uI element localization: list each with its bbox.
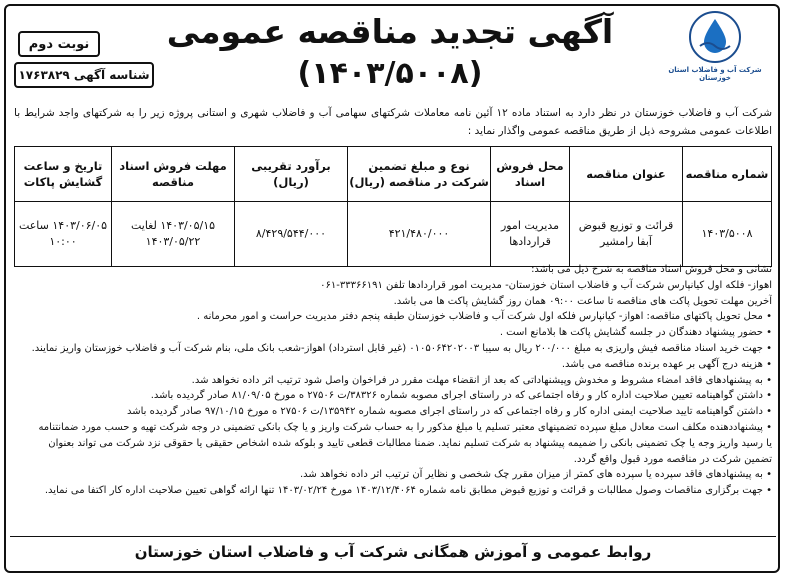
note-line: آخرین مهلت تحویل پاکت های مناقصه تا ساعت ۰۹:۰۰ همان روز گشایش پاکت ها می باشد.	[393, 295, 772, 307]
note-line: • داشتن گواهینامه تعیین صلاحیت اداره کار و رفاه اجتماعی که در راستای اجرای مصوبه شماره ۳۸۳۲۶/ت ۲۷۵۰۶ ه مورخ ۸۱/۰۹/۰۵ صادر گردیده باشد.	[150, 390, 772, 402]
notes-section	[14, 262, 772, 499]
notice-id-badge: شناسه آگهی ۱۷۶۳۸۲۹	[14, 62, 154, 88]
cell-opening-date: ۱۴۰۳/۰۶/۰۵ ساعت ۱۰:۰۰	[15, 202, 112, 267]
logo-caption: شرکت آب و فاضلاب استان خوزستان	[668, 66, 762, 82]
header-tender-number: شماره مناقصه	[683, 147, 772, 202]
table-header-row	[15, 147, 772, 202]
company-logo	[660, 10, 770, 82]
notice-title: آگهی تجدید مناقصه عمومی	[166, 12, 614, 51]
footer-signature: روابط عمومی و آموزش همگانی شرکت آب و فاضلاب استان خوزستان	[134, 543, 652, 561]
note-line: • حضور پیشنهاد دهندگان در جلسه گشایش پاکت ها بلامانع است .	[499, 327, 772, 339]
note-line: • محل تحویل پاکتهای مناقصه: اهواز- کیانپارس فلکه اول شرکت آب و فاضلاب خوزستان طبقه پنجم دفتر مدیریت حراست و امور محرمانه .	[196, 311, 772, 323]
cell-tender-title: قرائت و توزیع قبوض آبفا رامشیر	[570, 202, 683, 267]
header-sale-location: محل فروش اسناد	[491, 147, 570, 202]
table-row	[15, 202, 772, 267]
cell-tender-number: ۱۴۰۳/۵۰۰۸	[683, 202, 772, 267]
cell-estimate: ۸/۴۲۹/۵۴۴/۰۰۰	[235, 202, 348, 267]
header-opening-date: تاریخ و ساعت گشایش پاکات	[15, 147, 112, 202]
cell-guarantee: ۴۲۱/۴۸۰/۰۰۰	[348, 202, 491, 267]
note-line: تضمین شرکت در مناقصه مورد قبول واقع گردد.	[573, 453, 772, 465]
header-sale-deadline: مهلت فروش اسناد مناقصه	[112, 147, 235, 202]
intro-paragraph: شرکت آب و فاضلاب خوزستان در نظر دارد به استناد ماده ۱۲ آئین نامه معاملات شرکتهای سهامی آب و فاضلاب شهری و استانی پروژه زیر را به شرکتهای واجد شرایط با اطلاعات عمومی مشروحه ذیل از طریق مناقصه عمومی واگذار نماید :	[14, 107, 772, 137]
round-badge: نوبت دوم	[18, 31, 100, 57]
note-line: • جهت برگزاری مناقصات وصول مطالبات و قرائت و توزیع قبوض مطابق نامه شماره ۱۴۰۳/۱۲/۴۰۶۴ مورخ ۱۴۰۳/۰۲/۲۴ تنها ارائه گواهی تعیین صلاحیت اداره کار اکتفا می نماید.	[44, 485, 772, 497]
notice-number: (۱۴۰۳/۵۰۰۸)	[297, 56, 483, 91]
cell-sale-location: مدیریت امور قراردادها	[491, 202, 570, 267]
note-line: • جهت خرید اسناد مناقصه فیش واریزی به مبلغ ۲۰۰/۰۰۰ ریال به سیبا ۰۱۰۵۰۶۴۲۰۲۰۰۳ (غیر قابل استرداد) اهواز-شعب بانک ملی، بنام شرکت آب و فاضلاب خوزستان واریز نمایند.	[31, 342, 772, 354]
water-drop-logo-icon	[688, 10, 742, 64]
note-line: یا رسید واریز وجه یا چک تضمینی بانکی را ضمیمه پیشنهاد به شرکت تسلیم نماید. ضمنا مطالبات قطعی تایید و بلوکه شده اشخاص حقیقی یا حقوقی نزد شرکت می تواند بعنوان	[48, 437, 772, 449]
tender-table	[14, 146, 772, 267]
header-estimate: برآورد تقریبی (ریال)	[235, 147, 348, 202]
note-line: • به پیشنهادهای فاقد سپرده یا سپرده های کمتر از میزان مقرر چک شخصی و نظایر آن ترتیب اثر داده نخواهد شد.	[300, 469, 772, 481]
note-line: اهواز- فلکه اول کیانپارس شرکت آب و فاضلاب استان خوزستان- مدیریت امور قراردادها تلفن ۳۳۳۶۶۱۹۱-۰۶۱	[320, 279, 772, 291]
note-line: • داشتن گواهینامه تایید صلاحیت ایمنی اداره کار و رفاه اجتماعی که در راستای اجرای مصوبه شماره ۱۳۵۹۴۲/ت ۲۷۵۰۶ ه مورخ ۹۷/۱۰/۱۵ صادر گردیده باشد	[127, 406, 772, 418]
header-guarantee: نوع و مبلغ تضمین شرکت در مناقصه (ریال)	[348, 147, 491, 202]
note-line: نشانی و محل فروش اسناد مناقصه به شرح ذیل می باشد:	[531, 264, 772, 275]
footer-divider	[10, 536, 776, 537]
note-line: • پیشنهاددهنده مکلف است معادل مبلغ سپرده تضمینهای معتبر تسلیم یا مبلغ مذکور را به حساب شرکت واریز و یا چک بانکی تضمینی در وجه شرکت تهیه و حسب مورد ضمانتنامه	[38, 421, 772, 433]
note-line: • به پیشنهادهای فاقد امضاء مشروط و مخدوش وپیشنهاداتی که بعد از انقضاء مهلت مقرر در فراخوان واصل شود ترتیب اثر داده نخواهد شد.	[191, 374, 772, 386]
header-tender-title: عنوان مناقصه	[570, 147, 683, 202]
cell-sale-deadline: ۱۴۰۳/۰۵/۱۵ لغایت ۱۴۰۳/۰۵/۲۲	[112, 202, 235, 267]
note-line: • هزینه درج آگهی بر عهده برنده مناقصه می باشد.	[561, 358, 772, 370]
